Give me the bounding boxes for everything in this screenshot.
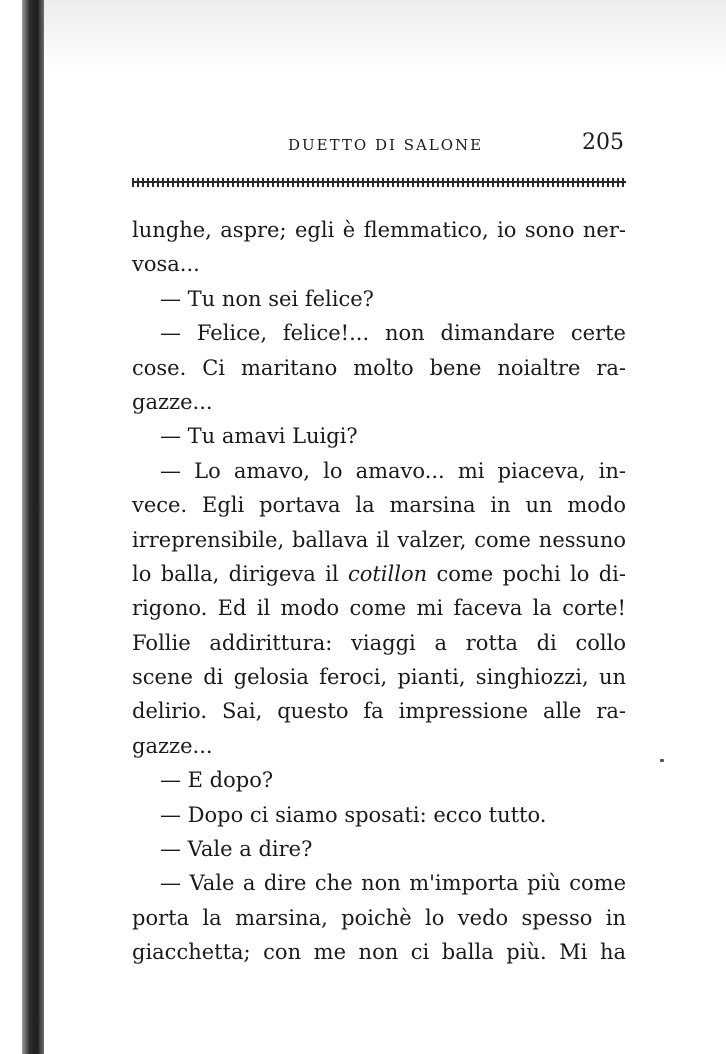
text-line — [132, 557, 626, 591]
running-header — [132, 130, 626, 160]
text-line: gazze... — [132, 389, 213, 414]
dialogue-line: — Dopo ci siamo sposati: ecco tutto. — [160, 802, 547, 827]
dialogue-line: — Lo amavo, lo amavo... mi piaceva, in- — [160, 458, 626, 483]
text-line: rigono. Ed il modo come mi faceva la corte! — [132, 596, 626, 621]
dialogue-line: — E dopo? — [160, 768, 274, 793]
dialogue-line: — Tu amavi Luigi? — [160, 424, 358, 449]
text-line: delirio. Sai, questo fa impressione alle ra- — [132, 699, 626, 724]
dialogue-line: — Felice, felice!... non dimandare certe — [160, 321, 626, 346]
book-spine-shadow — [22, 0, 44, 1054]
text-line: cose. Ci maritano molto bene noialtre ra- — [132, 355, 626, 380]
dialogue-line: — Vale a dire? — [160, 837, 313, 862]
text-line: lunghe, aspre; egli è flemmatico, io sono ner- — [132, 218, 626, 242]
text-line: gazze... — [132, 733, 213, 758]
text-line: giacchetta; con me non ci balla più. Mi ha — [132, 940, 626, 965]
ornamental-rule — [132, 178, 626, 187]
running-title: DUETTO DI SALONE — [288, 136, 484, 154]
text-line: irreprensibile, ballava il valzer, come nessuno — [132, 527, 626, 552]
text-line: Follie addirittura: viaggi a rotta di collo — [132, 630, 626, 655]
italic-word: cotillon — [347, 561, 428, 586]
ink-speck — [660, 759, 664, 762]
text-line: porta la marsina, poichè lo vedo spesso in — [132, 905, 626, 930]
text-segment: come pochi lo di- — [427, 561, 626, 586]
dialogue-line: — Tu non sei felice? — [160, 286, 374, 311]
page-top-shading — [44, 0, 726, 70]
text-segment: lo balla, dirigeva il — [132, 561, 348, 586]
text-line: vosa... — [132, 252, 200, 277]
text-line: scene di gelosia feroci, pianti, singhiozzi, un — [132, 665, 626, 690]
body-text — [132, 213, 626, 970]
page-number: 205 — [582, 130, 624, 155]
dialogue-line: — Vale a dire che non m'importa più come — [160, 871, 626, 896]
text-line: vece. Egli portava la marsina in un modo — [132, 493, 626, 518]
